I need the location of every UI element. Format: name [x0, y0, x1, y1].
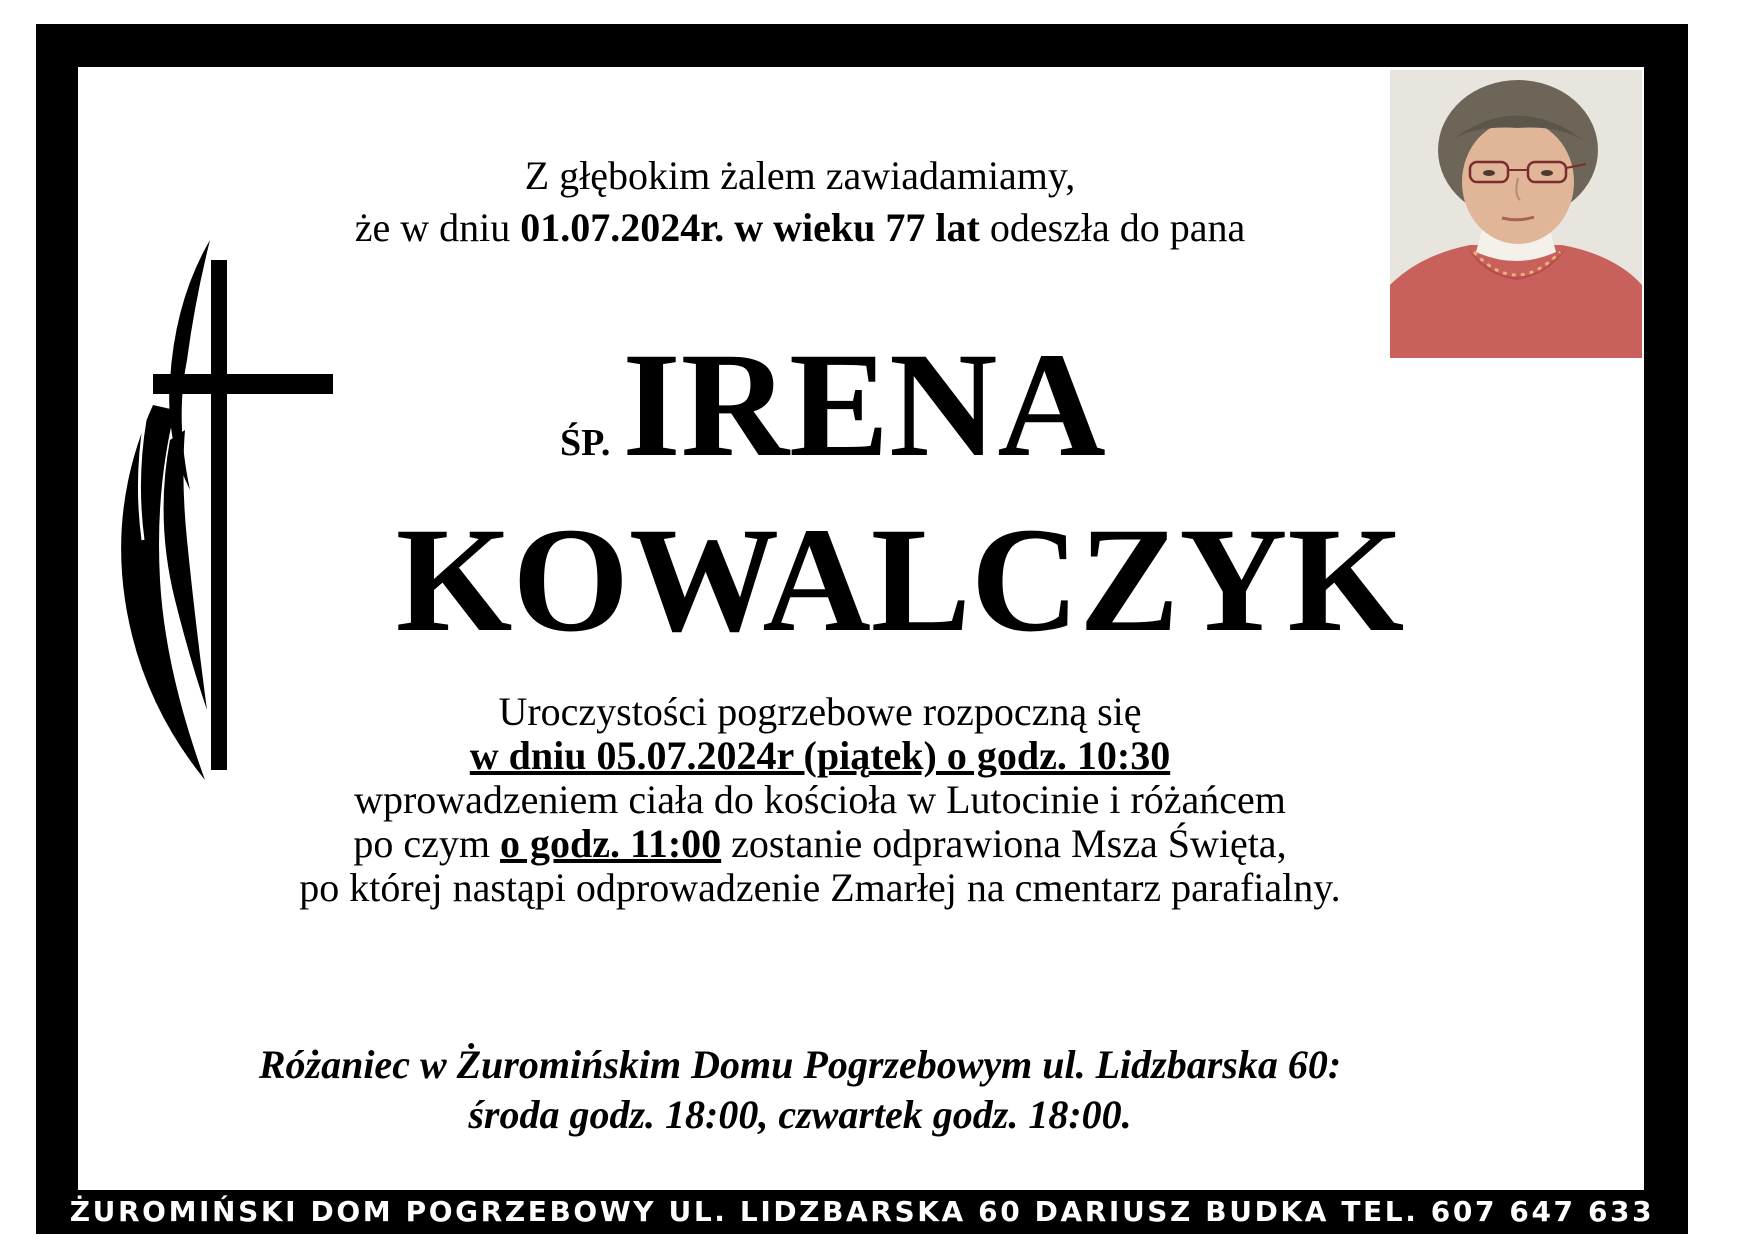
intro-line-2-start: że w dniu [354, 205, 521, 250]
rosary-info [200, 1040, 1400, 1140]
intro-line-2-end: odeszła do pana [979, 205, 1246, 250]
prefix: ŚP. [560, 422, 611, 464]
mass-time: o godz. 11:00 [500, 821, 722, 866]
name-line-first [560, 322, 1106, 488]
death-date-age: 01.07.2024r. w wieku 77 lat [520, 205, 980, 250]
last-name: KOWALCZYK [395, 497, 1405, 663]
portrait-photo [1390, 70, 1642, 358]
intro-text [300, 150, 1300, 254]
ceremony-text [230, 690, 1410, 910]
ceremony-line-5: po której nastąpi odprowadzenie Zmarłej na cmentarz parafialny. [299, 865, 1341, 910]
ceremony-line-3: wprowadzeniem ciała do kościoła w Lutocinie i różańcem [354, 777, 1286, 822]
intro-line-1: Z głębokim żalem zawiadamiamy, [524, 153, 1076, 198]
rosary-line-2: środa godz. 18:00, czwartek godz. 18:00. [468, 1092, 1132, 1137]
ceremony-line-4-start: po czym [353, 821, 501, 866]
ceremony-date: w dniu 05.07.2024r (piątek) o godz. 10:30 [469, 733, 1171, 778]
portrait-illustration [1390, 70, 1642, 358]
ceremony-line-4-end: zostanie odprawiona Msza Święta, [721, 821, 1287, 866]
intro-line-2 [300, 202, 1300, 254]
ceremony-line-1: Uroczystości pogrzebowe rozpoczną się [498, 689, 1142, 734]
rosary-line-1: Różaniec w Żuromińskim Domu Pogrzebowym ul. Lidzbarska 60: [258, 1042, 1342, 1087]
ceremony-line-4 [230, 822, 1410, 866]
funeral-home-footer: ŻUROMIŃSKI DOM POGRZEBOWY UL. LIDZBARSKA 60 DARIUSZ BUDKA TEL. 607 647 633 [69, 1195, 1655, 1228]
first-name: IRENA [622, 322, 1106, 488]
